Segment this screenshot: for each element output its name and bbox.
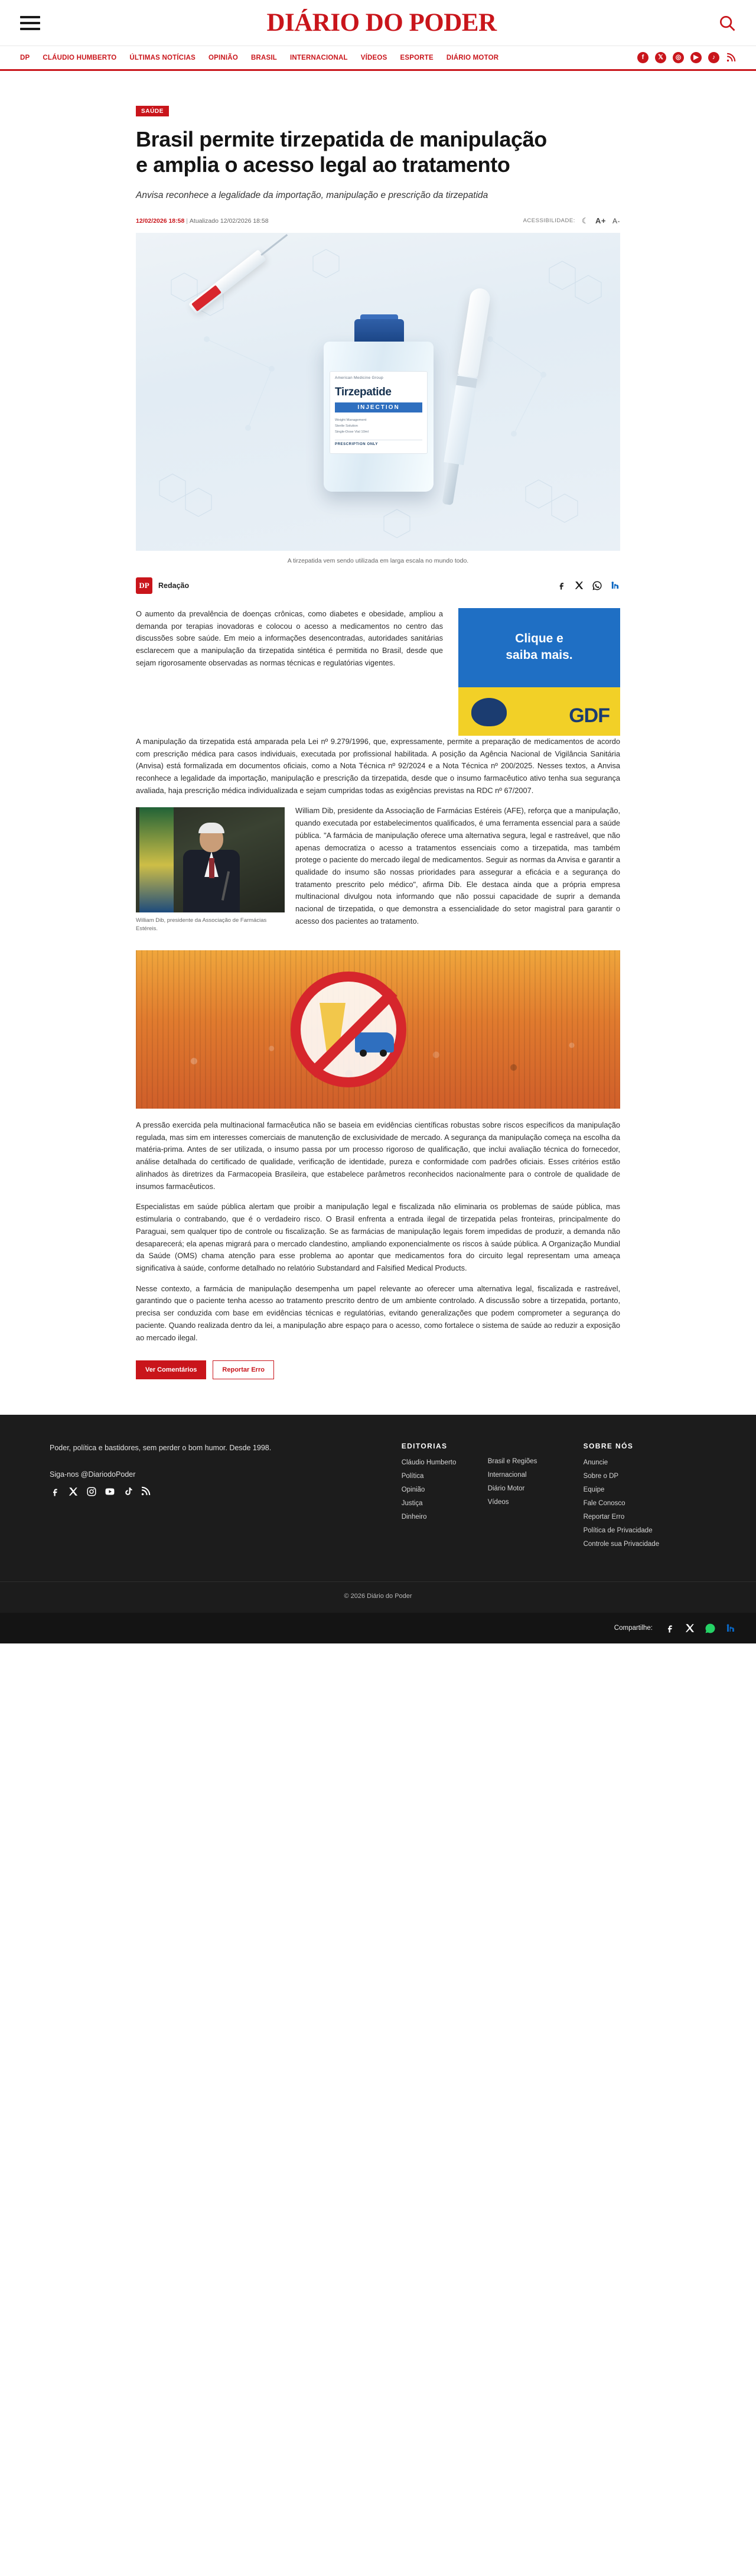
footer-social-links (50, 1486, 378, 1497)
footer-link-internacional[interactable]: Internacional (487, 1471, 527, 1479)
article (136, 71, 620, 1379)
author-share-row (136, 577, 620, 599)
rss-icon[interactable] (141, 1486, 151, 1497)
footer-heading-sobre-nos: SOBRE NÓS (583, 1442, 634, 1451)
nav-item-dp[interactable]: DP (20, 54, 30, 61)
moon-icon[interactable]: ☾ (581, 216, 589, 225)
instagram-icon[interactable] (86, 1486, 97, 1497)
vial-rx: PRESCRIPTION ONLY (335, 440, 422, 446)
hamburger-bar (20, 16, 40, 18)
brain-icon (471, 698, 507, 726)
footer-about (50, 1442, 378, 1554)
paragraph-5: Especialistas em saúde pública alertam que proibir a manipulação legal e fiscalizada não eliminaria os problemas de saúde pública, mas estimularia o contrabando, que é o verdadeiro risco. O Brasil enfrenta a entrada ilegal de tirzepatida pelas fronteiras, principalmente do Paraguai, sem qualquer tipo de controle ou fiscalização. Se as farmácias de manipulação legais forem impedidas de produzir, a demanda não desaparecerá; ela apenas migrará para o mercado clandestino, ampliando exponencialmente os riscos à saúde pública. A Organização Mundial da Saúde (OMS) chama atenção para esse problema ao apontar que medicamentos fora do circuito legal representam uma ameaça significativa à saúde, conforme detalhado no relatório Substandard and Falsified Medical Products. (136, 1202, 620, 1272)
footer-heading-editorias: EDITORIAS (401, 1442, 448, 1451)
vial-line-2: Sterile Solution (335, 424, 358, 428)
nav-items (20, 54, 498, 61)
footer-link-politica-privacidade[interactable]: Política de Privacidade (583, 1527, 653, 1535)
photo-illegal-market (136, 950, 620, 1109)
footer-link-opiniao[interactable]: Opinião (401, 1486, 425, 1494)
twitter-x-icon[interactable] (68, 1486, 79, 1497)
tiktok-icon[interactable]: ♪ (708, 52, 719, 63)
figure-dib (136, 807, 285, 933)
article-share-icons (556, 580, 620, 591)
author-name: Redação (158, 581, 190, 590)
vial-name: Tirzepatide (335, 385, 392, 398)
vial-label (330, 371, 428, 454)
footer-follow-label: Siga-nos @DiariodoPoder (50, 1470, 136, 1479)
ad-line-2: saiba mais. (506, 648, 573, 662)
ad-line-1: Clique e (515, 631, 563, 645)
facebook-icon[interactable]: f (637, 52, 649, 63)
ad-logo: GDF (569, 704, 610, 727)
paragraph-4: A pressão exercida pela multinacional farmacêutica não se baseia em evidências científicas robustas sobre riscos específicos da manipulação regulada, mas sim em interesses comerciais de manutenção de exclusividade de mercado. A segurança da manipulação começa na escolha da matéria-prima. Antes de ser utilizada, o insumo passa por um processo rigoroso de qualificação, que inclui avaliação técnica do fornecedor, análise detalhada do certificado de qualidade, verificação de identidade, pureza e conformidade com padrões oficiais. Esses critérios estão alinhados às diretrizes da Farmacopeia Brasileira, que estabelece parâmetros reconhecidos nacionalmente para o controle de qualidade de insumos farmacêuticos. (136, 1120, 620, 1191)
youtube-icon[interactable] (105, 1486, 115, 1497)
vial-line-1: Weight Management (335, 418, 367, 422)
footer-link-claudio-humberto[interactable]: Cláudio Humberto (401, 1459, 457, 1467)
youtube-icon[interactable]: ▶ (690, 52, 702, 63)
hamburger-icon[interactable] (20, 16, 45, 30)
footer-link-fale-conosco[interactable]: Fale Conosco (583, 1500, 625, 1508)
facebook-icon[interactable] (664, 1623, 675, 1633)
vial-line-3: Single-Dose Vial 10ml (335, 430, 369, 434)
footer-link-reportar-erro[interactable]: Reportar Erro (583, 1513, 625, 1521)
article-columns (136, 608, 620, 736)
meta-separator: | (186, 217, 188, 225)
report-error-button[interactable]: Reportar Erro (213, 1360, 274, 1379)
rss-icon[interactable] (726, 53, 736, 63)
author[interactable] (136, 577, 189, 594)
nav-item-videos[interactable]: VÍDEOS (360, 54, 387, 61)
whatsapp-icon[interactable] (705, 1623, 716, 1634)
vial-lines (335, 418, 422, 436)
footer-link-brasil-regioes[interactable]: Brasil e Regiões (487, 1458, 537, 1466)
tiktok-icon[interactable] (123, 1486, 133, 1497)
footer-link-equipe[interactable]: Equipe (583, 1486, 605, 1494)
linkedin-icon[interactable] (610, 580, 620, 590)
paragraph-1: O aumento da prevalência de doenças crônicas, como diabetes e obesidade, ampliou a demanda por terapias inovadoras e colocou o acesso a medicamentos no centro das discussões sobre saúde. Em meio a informações desencontradas, autoridades sanitárias esclarecem que a manipulação da tirzepatida sintética é permitida no Brasil, desde que sejam rigorosamente observadas as normas técnicas e regulatórias vigentes. (136, 609, 443, 667)
facebook-icon[interactable] (556, 580, 566, 590)
site-logo[interactable]: DIÁRIO DO PODER (266, 9, 497, 37)
footer-link-dinheiro[interactable]: Dinheiro (401, 1513, 427, 1521)
sticky-share-bar (0, 1613, 756, 1643)
footer-copyright: © 2026 Diário do Poder (0, 1581, 756, 1613)
paragraph-3: William Dib, presidente da Associação de Farmácias Estéreis (AFE), reforça que a manipulação, quando executada por estabelecimentos qualificados, é uma ferramenta essencial para a saúde pública. "A farmácia de manipulação oferece uma alternativa segura, legal e rastreável, que não apenas democratiza o acesso a tratamentos essenciais como a tirzepatida, mas também protege o paciente do mercado ilegal de medicamentos. Seguir as normas da Anvisa e garantir a qualidade do insumo são nossas prioridades para assegurar a eficácia e a segurança do tratamento prescrito pelo médico", afirma Dib. Ele destaca ainda que a própria empresa multinacional divulgou nota informando que não possui capacidade de suprir a demanda nacional de tirzepatida, o que demonstra a essencialidade do setor magistral para garantir o acesso dos pacientes ao tratamento. (295, 806, 620, 925)
whatsapp-icon[interactable] (592, 580, 602, 591)
paragraph-2: A manipulação da tirzepatida está amparada pela Lei nº 9.279/1996, que, expressamente, permite a preparação de medicamentos de acordo com prescrição médica para casos individuais, executada por profissional habilitada. A posição da Agência Nacional de Vigilância Sanitária (Anvisa) está formalizada em documentos oficiais, como a Nota Técnica nº 92/2024 e a Nota Técnica nº 200/2025. Nesses textos, a Anvisa reconhece a legalidade da importação, manipulação e prescrição da tirzepatida, desde que o insumo farmacêutico ativo tenha sua segurança avaliada, haja prescrição médica individualizada e sejam cumpridas todas as exigências previstas na RDC nº 67/2007. (136, 736, 620, 795)
footer-link-justica[interactable]: Justiça (401, 1500, 423, 1508)
nav-item-esporte[interactable]: ESPORTE (400, 54, 434, 61)
site-footer (0, 1415, 756, 1613)
instagram-icon[interactable]: ◎ (673, 52, 684, 63)
hero-caption: A tirzepatida vem sendo utilizada em larga escala no mundo todo. (136, 551, 620, 564)
publish-meta (136, 217, 269, 225)
updated-date: Atualizado 12/02/2026 18:58 (189, 217, 269, 225)
increase-font-button[interactable]: A+ (595, 216, 606, 226)
footer-column-editorias (402, 1442, 560, 1554)
nav-item-ultimas-noticias[interactable]: ÚLTIMAS NOTÍCIAS (129, 54, 195, 61)
page-title: Brasil permite tirzepatida de manipulação e amplia o acesso legal ao tratamento (136, 127, 547, 177)
hero-image (136, 233, 620, 551)
photo-william-dib (136, 807, 285, 912)
nav-item-opiniao[interactable]: OPINIÃO (208, 54, 238, 61)
twitter-x-icon[interactable] (574, 580, 584, 590)
vial-injection: INJECTION (335, 402, 422, 412)
decrease-font-button[interactable]: A- (612, 216, 620, 225)
sidebar-ad-column (458, 608, 620, 736)
view-comments-button[interactable]: Ver Comentários (136, 1360, 206, 1379)
footer-tagline: Poder, política e bastidores, sem perder o bom humor. Desde 1998. (50, 1444, 272, 1453)
footer-link-controle-privacidade[interactable]: Controle sua Privacidade (583, 1541, 660, 1548)
author-logo: DP (136, 577, 152, 594)
dib-figure-block (136, 805, 620, 937)
linkedin-icon[interactable] (725, 1623, 736, 1633)
hamburger-bar (20, 22, 40, 24)
twitter-x-icon[interactable] (685, 1623, 695, 1633)
brazil-flag-backdrop (139, 807, 174, 912)
footer-column-sobre-nos (584, 1442, 706, 1554)
nav-item-internacional[interactable]: INTERNACIONAL (289, 54, 348, 61)
hamburger-bar (20, 28, 40, 30)
accessibility-label: ACESSIBILIDADE: (523, 217, 575, 225)
nav-item-brasil[interactable]: BRASIL (250, 54, 277, 61)
article-actions (136, 1360, 620, 1379)
footer-link-videos[interactable]: Vídeos (487, 1499, 509, 1506)
nav-social-links (637, 52, 736, 63)
accessibility-controls (523, 216, 620, 226)
paragraph-6: Nesse contexto, a farmácia de manipulação desempenha um papel relevante ao oferecer uma alternativa legal, fiscalizada e rastreável, garantindo que o paciente tenha acesso ao tratamento prescrito dentro de um ambiente controlado. A discussão sobre a tirzepatida, portanto, precisa ser conduzida com base em evidências técnicas e regulatórias, evitando generalizações que podem comprometer a segurança do paciente. Quando realizada dentro da lei, a manipulação abre espaço para o acesso, como fortalece o sistema de saúde ao reduzir a exposição ao mercado ilegal. (136, 1284, 620, 1342)
nav-item-claudio-humberto[interactable]: CLÁUDIO HUMBERTO (43, 54, 117, 61)
article-body-left (136, 608, 443, 678)
facebook-icon[interactable] (50, 1486, 60, 1497)
footer-columns (50, 1442, 706, 1554)
share-bar-label: Compartilhe: (614, 1625, 653, 1632)
twitter-x-icon[interactable]: 𝕏 (655, 52, 666, 63)
site-header (0, 0, 756, 46)
search-icon[interactable] (718, 14, 736, 32)
footer-link-politica[interactable]: Política (401, 1473, 424, 1480)
article-wrapper (0, 71, 756, 1379)
article-meta (136, 216, 620, 233)
footer-link-anuncie[interactable]: Anuncie (583, 1459, 608, 1467)
article-standfirst: Anvisa reconhece a legalidade da importação, manipulação e prescrição da tirzepatida (136, 190, 488, 201)
footer-link-sobre-o-dp[interactable]: Sobre o DP (583, 1473, 619, 1480)
tirzepatide-vial (324, 314, 434, 492)
nav-item-diario-motor[interactable]: DIÁRIO MOTOR (446, 54, 499, 61)
main-nav (0, 46, 756, 71)
figure-caption: William Dib, presidente da Associação de Farmácias Estéreis. (136, 917, 267, 932)
prohibition-sign-icon (291, 972, 406, 1087)
vial-brand: American Medicine Group (335, 375, 384, 380)
advertisement-gdf[interactable] (458, 608, 620, 736)
footer-link-diario-motor[interactable]: Diário Motor (487, 1485, 525, 1493)
publish-date: 12/02/2026 18:58 (136, 217, 185, 225)
category-badge[interactable]: SAÚDE (136, 106, 169, 116)
